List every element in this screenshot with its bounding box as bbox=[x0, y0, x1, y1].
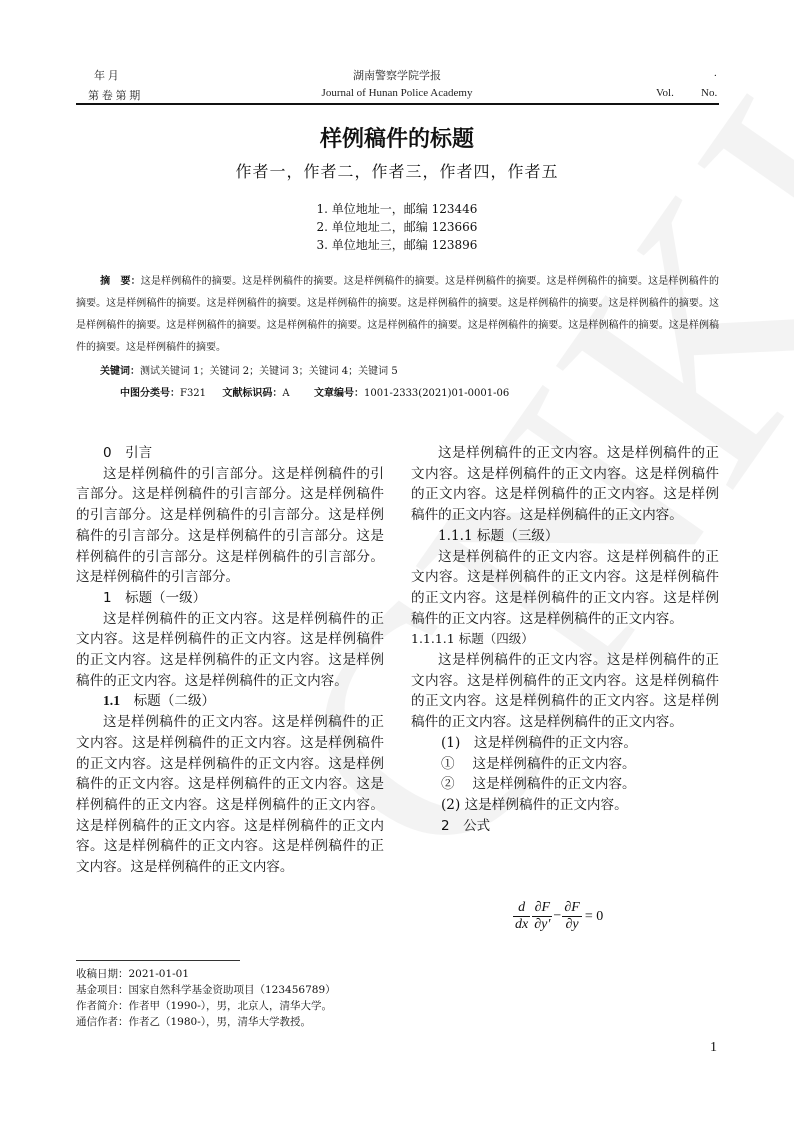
abstract-text: 这是样例稿件的摘要。这是样例稿件的摘要。这是样例稿件的摘要。这是样例稿件的摘要。这是样例稿件的摘要。这是样例稿件的摘要。这是样例稿件的摘要。这是样例稿件的摘要。这是样例稿件的摘要。这是样例稿件的摘要。这是样例稿件的摘要。这是样例稿件的摘要。这是样例稿件的摘要。这是样例稿件的摘要。这是样例稿件的摘要。这是样例稿件的摘要。这是样例稿件的摘要。这是样例稿件的摘要。这是样例稿件的摘要。这是样例稿件的摘要。 bbox=[76, 276, 720, 353]
keywords-label: 关键词： bbox=[100, 366, 140, 377]
section-1-1-1-1-heading: 1.1.1.1 标题（四级） bbox=[411, 631, 534, 647]
section-1-1-text: 这是样例稿件的正文内容。这是样例稿件的正文内容。这是样例稿件的正文内容。这是样例稿件的正文内容。这是样例稿件的正文内容。这是样例稿件的正文内容。这是样例稿件的正文内容。这是样例稿件的正文内容。这是样例稿件的正文内容。这是样例稿件的正文内容。这是样例稿件的正文内容。这是样例稿件的正文内容。这是样例稿件的正文内容。这是样例稿件的正文内容。 bbox=[76, 714, 384, 876]
doc-code-label: 文献标识码： bbox=[222, 388, 283, 399]
doc-code-value: A bbox=[282, 388, 290, 399]
fraction-dF-dy bbox=[562, 900, 581, 933]
affiliation-3: 3. 单位地址三，邮编 123896 bbox=[316, 238, 478, 252]
footnote-corresponding-author: 通信作者：作者乙（1980-），男，清华大学教授。 bbox=[76, 1016, 312, 1028]
footnote-author-bio: 作者简介：作者甲（1990-），男，北京人，清华大学。 bbox=[76, 1000, 333, 1012]
header-rule bbox=[76, 103, 719, 105]
section-continued-text: 这是样例稿件的正文内容。这是样例稿件的正文内容。这是样例稿件的正文内容。这是样例稿件的正文内容。这是样例稿件的正文内容。这是样例稿件的正文内容。这是样例稿件的正文内容。 bbox=[411, 445, 719, 524]
section-1-1-heading bbox=[76, 691, 384, 712]
equals-zero: = 0 bbox=[584, 908, 604, 924]
fraction-dF-dyprime bbox=[532, 900, 552, 933]
equation bbox=[512, 900, 603, 933]
footnote-funding: 基金项目：国家自然科学基金资助项目（123456789） bbox=[76, 984, 336, 996]
right-column bbox=[411, 443, 719, 836]
header-year-month: 年 月 bbox=[94, 70, 119, 82]
journal-name-en: Journal of Hunan Police Academy bbox=[321, 87, 473, 99]
header-vol: Vol. bbox=[656, 87, 674, 99]
header-dot: . bbox=[714, 67, 717, 79]
classification-line bbox=[120, 384, 509, 399]
section-0-heading: 0 引言 bbox=[103, 445, 153, 461]
numerator-dF-2: ∂F bbox=[564, 900, 580, 915]
header-no: No. bbox=[701, 87, 718, 99]
footnote-rule bbox=[76, 960, 240, 961]
list-item: (2) 这是样例稿件的正文内容。 bbox=[441, 796, 628, 813]
affiliation-2: 2. 单位地址二，邮编 123666 bbox=[316, 220, 478, 234]
left-column bbox=[76, 443, 384, 878]
paper-title: 样例稿件的标题 bbox=[319, 127, 474, 152]
list-item: (1) 这是样例稿件的正文内容。 bbox=[441, 734, 637, 751]
section-1-text: 这是样例稿件的正文内容。这是样例稿件的正文内容。这是样例稿件的正文内容。这是样例稿件的正文内容。这是样例稿件的正文内容。这是样例稿件的正文内容。这是样例稿件的正文内容。 bbox=[76, 610, 384, 689]
journal-name-cn: 湖南警察学院学报 bbox=[353, 70, 441, 82]
footnote-received-date: 收稿日期：2021-01-01 bbox=[76, 968, 190, 980]
denominator-dy: ∂y bbox=[565, 917, 579, 932]
numerator-d: d bbox=[513, 900, 530, 917]
section-1-1-title: 标题（二级） bbox=[133, 693, 216, 710]
section-1-heading: 1 标题（一级） bbox=[103, 589, 207, 606]
section-1-1-1-1-text: 这是样例稿件的正文内容。这是样例稿件的正文内容。这是样例稿件的正文内容。这是样例稿件的正文内容。这是样例稿件的正文内容。这是样例稿件的正文内容。这是样例稿件的正文内容。 bbox=[411, 652, 719, 731]
keywords bbox=[100, 362, 398, 377]
clc-value: F321 bbox=[180, 388, 207, 399]
section-1-1-1-text: 这是样例稿件的正文内容。这是样例稿件的正文内容。这是样例稿件的正文内容。这是样例稿件的正文内容。这是样例稿件的正文内容。这是样例稿件的正文内容。这是样例稿件的正文内容。 bbox=[411, 548, 719, 627]
header-volume-issue: 第 卷 第 期 bbox=[88, 90, 141, 102]
clc-label: 中图分类号： bbox=[120, 388, 180, 399]
section-0-text: 这是样例稿件的引言部分。这是样例稿件的引言部分。这是样例稿件的引言部分。这是样例稿件的引言部分。这是样例稿件的引言部分。这是样例稿件的引言部分。这是样例稿件的引言部分。这是样例稿件的引言部分。这是样例稿件的引言部分。这是样例稿件的引言部分。 bbox=[76, 465, 384, 586]
section-2-heading: 2 公式 bbox=[441, 817, 491, 834]
section-1-1-number: 1.1 bbox=[103, 693, 120, 709]
list-item: ① 这是样例稿件的正文内容。 bbox=[441, 755, 636, 772]
fraction-d-dx bbox=[513, 900, 530, 933]
affiliation-1: 1. 单位地址一，邮编 123446 bbox=[316, 202, 478, 216]
denominator-dx: dx bbox=[515, 917, 529, 932]
abstract bbox=[76, 271, 719, 359]
denominator-dyprime: ∂y′ bbox=[534, 917, 551, 932]
author-list: 作者一，作者二，作者三，作者四，作者五 bbox=[235, 162, 559, 181]
minus-sign: − bbox=[553, 908, 562, 924]
article-no-value: 1001-2333(2021)01-0001-06 bbox=[364, 388, 510, 399]
abstract-label: 摘 要： bbox=[100, 276, 141, 287]
article-no-label: 文章编号： bbox=[314, 388, 365, 399]
section-1-1-1-heading: 1.1.1 标题（三级） bbox=[438, 527, 559, 544]
numerator-dF: ∂F bbox=[532, 900, 552, 917]
page-number: 1 bbox=[710, 1040, 717, 1055]
keywords-text: 测试关键词 1；关键词 2；关键词 3；关键词 4；关键词 5 bbox=[140, 366, 398, 377]
list-item: ② 这是样例稿件的正文内容。 bbox=[441, 776, 636, 793]
